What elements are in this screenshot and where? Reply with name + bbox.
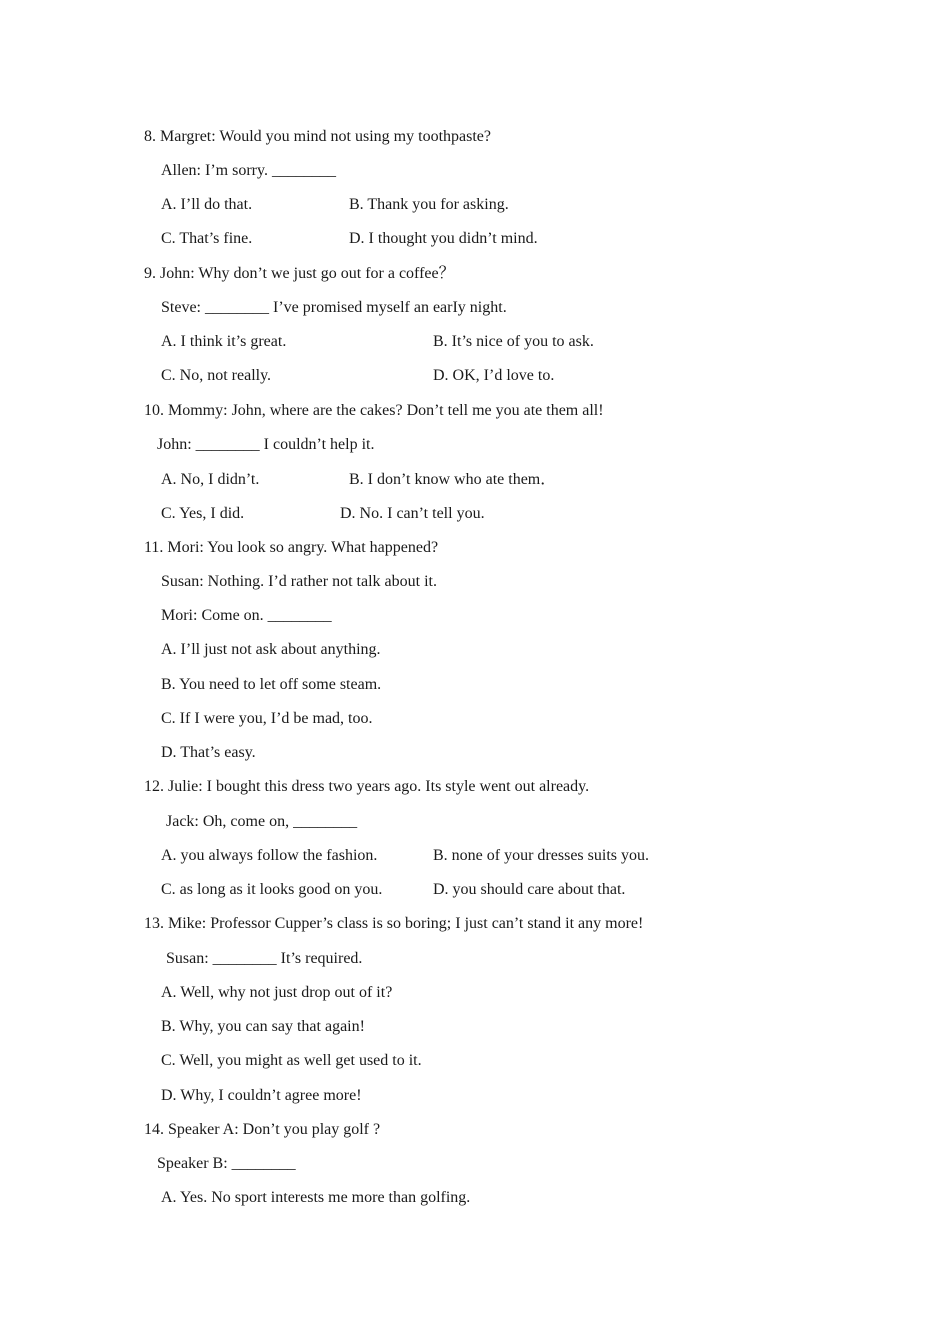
question-12-option-d: D. you should care about that. bbox=[433, 881, 626, 898]
question-12-stem: 12. Julie: I bought this dress two years ago. Its style went out already. bbox=[144, 778, 590, 795]
question-9-option-a: A. I think it’s great. bbox=[161, 333, 287, 350]
question-11-reply-2: Mori: Come on. ________ bbox=[161, 607, 332, 624]
question-11-option-d: D. That’s easy. bbox=[161, 744, 256, 761]
question-14-stem: 14. Speaker A: Don’t you play golf ? bbox=[144, 1121, 381, 1138]
question-14-reply: Speaker B: ________ bbox=[157, 1155, 296, 1172]
question-13-option-b: B. Why, you can say that again! bbox=[161, 1018, 365, 1035]
question-11-stem: 11. Mori: You look so angry. What happened? bbox=[144, 539, 439, 556]
question-8-option-a: A. I’ll do that. bbox=[161, 196, 253, 213]
question-13-stem: 13. Mike: Professor Cupper’s class is so boring; I just can’t stand it any more! bbox=[144, 915, 644, 932]
question-11-reply: Susan: Nothing. I’d rather not talk about it. bbox=[161, 573, 437, 590]
question-13-option-c: C. Well, you might as well get used to it. bbox=[161, 1052, 422, 1069]
question-8-option-c: C. That’s fine. bbox=[161, 230, 253, 247]
question-13-option-a: A. Well, why not just drop out of it? bbox=[161, 984, 393, 1001]
question-10-option-c: C. Yes, I did. bbox=[161, 505, 245, 522]
question-10-option-a: A. No, I didn’t. bbox=[161, 471, 260, 488]
question-12-reply: Jack: Oh, come on, ________ bbox=[166, 813, 358, 830]
question-12-option-a: A. you always follow the fashion. bbox=[161, 847, 378, 864]
question-14-option-a: A. Yes. No sport interests me more than golfing. bbox=[161, 1189, 471, 1206]
question-12-option-c: C. as long as it looks good on you. bbox=[161, 881, 383, 898]
question-9-option-b: B. It’s nice of you to ask. bbox=[433, 333, 594, 350]
question-11-option-b: B. You need to let off some steam. bbox=[161, 676, 382, 693]
question-12-option-b: B. none of your dresses suits you. bbox=[433, 847, 649, 864]
question-8-option-d: D. I thought you didn’t mind. bbox=[349, 230, 538, 247]
question-9-stem: 9. John: Why don’t we just go out for a coffee？ bbox=[144, 265, 455, 282]
question-10-stem: 10. Mommy: John, where are the cakes? Don’t tell me you ate them all! bbox=[144, 402, 604, 419]
question-10-option-d: D. No. I can’t tell you. bbox=[340, 505, 485, 522]
question-11-option-c: C. If I were you, I’d be mad, too. bbox=[161, 710, 373, 727]
question-10-option-b: B. I don’t know who ate them． bbox=[349, 471, 557, 488]
question-8-reply: Allen: I’m sorry. ________ bbox=[161, 162, 336, 179]
question-13-option-d: D. Why, I couldn’t agree more! bbox=[161, 1087, 362, 1104]
question-13-reply: Susan: ________ It’s required. bbox=[166, 950, 363, 967]
question-10-reply: John: ________ I couldn’t help it. bbox=[157, 436, 375, 453]
question-8-stem: 8. Margret: Would you mind not using my toothpaste? bbox=[144, 128, 491, 145]
question-9-option-c: C. No, not really. bbox=[161, 367, 272, 384]
question-9-reply: Steve: ________ I’ve promised myself an earIy night. bbox=[161, 299, 507, 316]
question-9-option-d: D. OK, I’d love to. bbox=[433, 367, 555, 384]
question-8-option-b: B. Thank you for asking. bbox=[349, 196, 509, 213]
question-11-option-a: A. I’ll just not ask about anything. bbox=[161, 641, 381, 658]
